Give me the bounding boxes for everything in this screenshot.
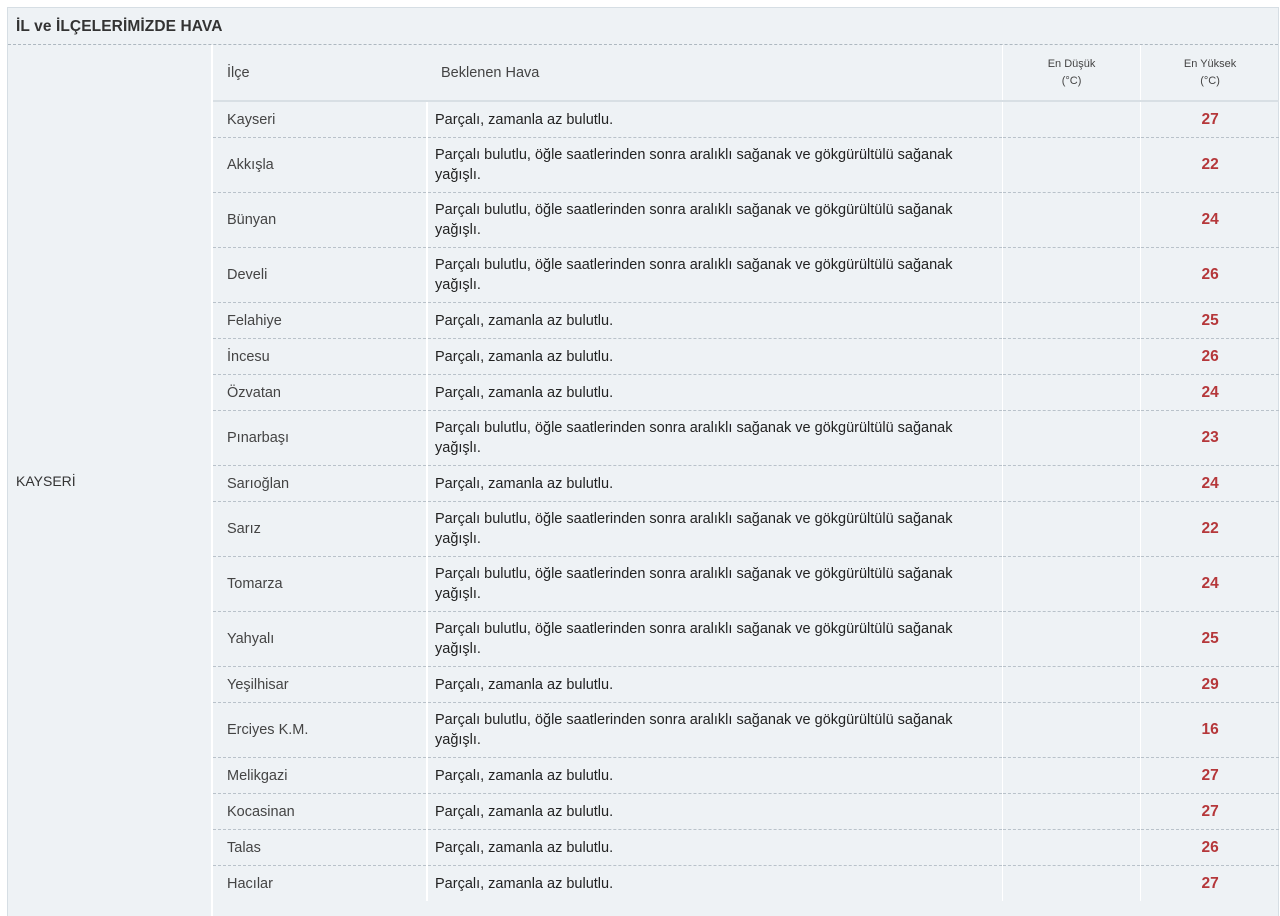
table-row [213, 794, 1279, 830]
forecast-column-header: Beklenen Hava [427, 45, 1002, 101]
min-temp-cell [1002, 502, 1140, 557]
district-cell: Hacılar [213, 866, 427, 902]
min-temp-cell [1002, 612, 1140, 667]
table-row [213, 411, 1279, 466]
min-temp-cell [1002, 303, 1140, 339]
district-cell: Talas [213, 830, 427, 866]
table-row [213, 248, 1279, 303]
forecast-text: Parçalı, zamanla az bulutlu. [435, 384, 614, 401]
table-row [213, 758, 1279, 794]
district-cell: Özvatan [213, 375, 427, 411]
min-temp-cell [1002, 193, 1140, 248]
forecast-text: Parçalı, zamanla az bulutlu. [435, 475, 614, 492]
min-temp-cell [1002, 557, 1140, 612]
forecast-cell [427, 830, 1002, 866]
max-temp-cell: 22 [1141, 138, 1279, 193]
forecast-text: Parçalı bulutlu, öğle saatlerinden sonra aralıklı sağanak ve gökgürültülü sağanak yağışlı. [435, 257, 953, 293]
max-temp-label: En Yüksek [1183, 57, 1237, 70]
forecast-text: Parçalı bulutlu, öğle saatlerinden sonra aralıklı sağanak ve gökgürültülü sağanak yağışlı. [435, 202, 953, 238]
min-temp-unit: (°C) [1061, 74, 1082, 87]
max-temp-cell: 25 [1141, 303, 1279, 339]
table-row [213, 466, 1279, 502]
max-temp-cell: 27 [1201, 110, 1219, 128]
forecast-text: Parçalı bulutlu, öğle saatlerinden sonra aralıklı sağanak ve gökgürültülü sağanak yağışlı. [435, 147, 953, 183]
forecast-cell [427, 193, 1002, 248]
district-column-header: İlçe [213, 45, 427, 101]
min-temp-cell [1002, 830, 1140, 866]
district-cell: Bünyan [213, 193, 427, 248]
forecast-text: Parçalı, zamanla az bulutlu. [435, 312, 614, 329]
forecast-text: Parçalı bulutlu, öğle saatlerinden sonra aralıklı sağanak ve gökgürültülü sağanak yağışlı. [435, 712, 953, 748]
city-name: KAYSERİ [8, 45, 211, 916]
table-row [213, 612, 1279, 667]
min-temp-cell [1002, 667, 1140, 703]
table-row [213, 375, 1279, 411]
district-cell: Tomarza [213, 557, 427, 612]
min-temp-cell [1002, 866, 1140, 902]
max-temp-cell: 24 [1141, 557, 1279, 612]
forecast-text: Parçalı, zamanla az bulutlu. [435, 348, 614, 365]
district-table-wrapper [211, 45, 1280, 916]
forecast-cell [427, 557, 1002, 612]
max-temp-cell: 16 [1141, 703, 1279, 758]
max-temp-unit: (°C) [1200, 74, 1220, 87]
table-row [213, 101, 1279, 138]
panel-title: İL ve İLÇELERİMİZDE HAVA [8, 8, 1278, 45]
forecast-cell [427, 101, 1002, 138]
district-cell: Kayseri [213, 101, 427, 138]
forecast-cell [427, 758, 1002, 794]
table-body [213, 101, 1279, 901]
forecast-cell [427, 303, 1002, 339]
district-cell: Sarız [213, 502, 427, 557]
district-cell: Yahyalı [213, 612, 427, 667]
forecast-text: Parçalı, zamanla az bulutlu. [435, 676, 614, 693]
forecast-cell [427, 866, 1002, 902]
min-temp-column-header [1002, 45, 1140, 101]
forecast-text: Parçalı, zamanla az bulutlu. [435, 839, 614, 856]
forecast-cell [427, 612, 1002, 667]
district-weather-table [213, 45, 1279, 901]
forecast-cell [427, 703, 1002, 758]
forecast-text: Parçalı, zamanla az bulutlu. [435, 875, 614, 892]
max-temp-cell: 22 [1141, 502, 1279, 557]
table-row [213, 193, 1279, 248]
forecast-cell [427, 502, 1002, 557]
forecast-text: Parçalı, zamanla az bulutlu. [435, 803, 614, 820]
table-row [213, 138, 1279, 193]
district-cell: Erciyes K.M. [213, 703, 427, 758]
max-temp-cell: 26 [1141, 248, 1279, 303]
forecast-cell [427, 667, 1002, 703]
max-temp-cell: 26 [1141, 830, 1279, 866]
table-row [213, 830, 1279, 866]
weather-panel [7, 7, 1279, 916]
table-header-row [213, 45, 1279, 101]
min-temp-cell [1002, 101, 1140, 138]
forecast-cell [427, 339, 1002, 375]
table-row [213, 557, 1279, 612]
forecast-text: Parçalı bulutlu, öğle saatlerinden sonra aralıklı sağanak ve gökgürültülü sağanak yağışlı. [435, 511, 953, 547]
max-temp-cell: 29 [1141, 667, 1279, 703]
min-temp-cell [1002, 339, 1140, 375]
district-cell: Melikgazi [213, 758, 427, 794]
forecast-cell [427, 411, 1002, 466]
min-temp-cell [1002, 758, 1140, 794]
forecast-cell [427, 375, 1002, 411]
district-cell: Akkışla [213, 138, 427, 193]
forecast-cell [427, 794, 1002, 830]
table-row [213, 667, 1279, 703]
table-row [213, 866, 1279, 902]
district-cell: Develi [213, 248, 427, 303]
min-temp-cell [1002, 375, 1140, 411]
min-temp-cell [1002, 411, 1140, 466]
min-temp-cell [1002, 248, 1140, 303]
min-temp-cell [1002, 794, 1140, 830]
district-cell: Felahiye [213, 303, 427, 339]
min-temp-cell [1002, 138, 1140, 193]
max-temp-column-header [1141, 45, 1279, 101]
forecast-text: Parçalı, zamanla az bulutlu. [435, 111, 614, 128]
max-temp-cell: 23 [1141, 411, 1279, 466]
min-temp-cell [1002, 703, 1140, 758]
district-cell: Pınarbaşı [213, 411, 427, 466]
max-temp-cell: 27 [1141, 794, 1279, 830]
table-row [213, 339, 1279, 375]
max-temp-cell: 25 [1141, 612, 1279, 667]
district-cell: Kocasinan [213, 794, 427, 830]
forecast-cell [427, 466, 1002, 502]
max-temp-cell: 24 [1141, 375, 1279, 411]
table-row [213, 303, 1279, 339]
forecast-text: Parçalı bulutlu, öğle saatlerinden sonra aralıklı sağanak ve gökgürültülü sağanak yağışlı. [435, 420, 953, 456]
district-cell: İncesu [213, 339, 427, 375]
forecast-cell [427, 138, 1002, 193]
table-row [213, 502, 1279, 557]
forecast-cell [427, 248, 1002, 303]
max-temp-cell: 24 [1141, 193, 1279, 248]
max-temp-cell: 26 [1141, 339, 1279, 375]
panel-body [8, 45, 1278, 916]
district-cell: Sarıoğlan [213, 466, 427, 502]
max-temp-cell: 27 [1141, 866, 1279, 902]
min-temp-cell [1002, 466, 1140, 502]
table-row [213, 703, 1279, 758]
forecast-text: Parçalı, zamanla az bulutlu. [435, 767, 614, 784]
district-cell: Yeşilhisar [213, 667, 427, 703]
forecast-text: Parçalı bulutlu, öğle saatlerinden sonra aralıklı sağanak ve gökgürültülü sağanak yağışlı. [435, 621, 953, 657]
forecast-text: Parçalı bulutlu, öğle saatlerinden sonra aralıklı sağanak ve gökgürültülü sağanak yağışlı. [435, 566, 953, 602]
max-temp-cell: 27 [1141, 758, 1279, 794]
min-temp-label: En Düşük [1047, 57, 1096, 70]
max-temp-cell: 24 [1141, 466, 1279, 502]
